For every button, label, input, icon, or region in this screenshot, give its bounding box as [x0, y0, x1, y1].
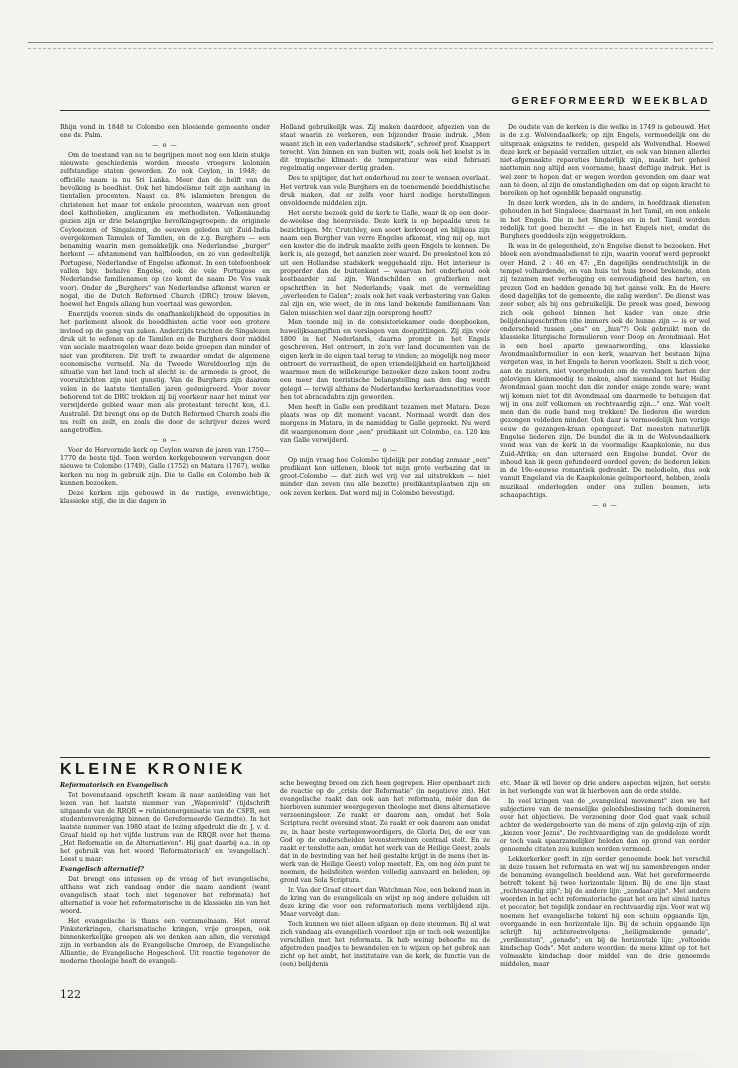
- kroniek-title: KLEINE KRONIEK: [60, 761, 246, 778]
- paragraph: Lekkerkerker geeft in zijn eerder genoemde boek het verschil in deze tussen het reformata en wat wij nu samenbrengen onder de benaming evangelisch beeldend aan. Wat het gereformeerde betreft tekent hij twee horizontale lijnen. Bij de ene lijn staat „rechtvaardig zijn"; bij de andere lijn: „zondaar-zijn". Met andere woorden in het echt reformatorische gaat het om het simul iustus et peccator, het tegelijk zondaar en rechtvaardig zijn. Voor wat wij noemen het evangelische tekent hij een schuin opgaande lijn, overgaande in een horizontale lijn. Bij de schuin opgaande lijn schrijft hij achtereenvolgens: „heiligmakende genade", „verdiensten", „genade"; en bij de horizontale lijn: „voltooide kindschap Gods". Met andere woorden: de mens klimt op tot het volmaakte kindschap door middel van de drie genoemde middelen, maar: [500, 855, 710, 969]
- column-1: [60, 124, 270, 754]
- paragraph: Ik was in de gelegenheid, zo'n Engelse dienst te bezoeken. Het bleek een avondmaalsdienst te zijn, waarin vooraf werd gepreekt over Hand. 2 : 46 en 47: „En dagelijks eendrachtelijk in de tempel volhardende, en van huis tot huis brood brekende, aten zij tezamen met verheuging en eenvoudigheid des harten, en prezen God en hadden genade bij het ganse volk. En de Heere deed dagelijks tot de gemeente, die zalig werden". De dienst was zeer sober, als bij ons gebruikelijk. De preek was goed, bewoog zich ook geheel binnen het kader van onze drie belijdenisgeschriften (die immers ook de hunne zijn — is er wel onderscheid tussen „ons" en „hun"?) Ook gebruikt men de klassieke liturgische formulieren voor Doop en Avondmaal. Het is een heel aparte gewaarwording, ons klassieke Avondmaalsformulier in een kerk, waarvan het bestaan bijna vergeten was, in het Engels te horen voorlezen. Stelt u zich voor, aan de zusters, niet voorgehouden om de verslagen harten der gelovigen kleinmoedig te maken, alsof niemand tot het Heilig Avondmaal gaan mocht dan die zonder enige zonde ware; want wij komen niet tot dit Avondmaal om daarmede te betuigen dat wij in ons zelf volkomen en rechtvaardig zijn..." enz. Wat voelt men dan de oude band nog trekken! De liederen die werden gezongen voldeden minder. Ook daar is vermoedelijk hun vorige eeuw de gezangen-kraan opengezet. Dat moesten natuurlijk Engelse liederen zijn. De bundel die ik in de Wolvendaalkerk vond was van de kerk in de voormalige Kaapkolonie, nu dus Zuid-Afrika; en dan uiteraard een Engelse bundel. Over de inhoud kan ik geen gefundeerd oordeel geven; de liederen leken in de 19e-eeuwse romantiek gedrenkt. De melodieën, dus ook vanuit Engeland via de Kaapkolonie geïmporteerd, hebben, zoals muzikaal onderlegden onder ons zullen beamen, iets schaapachtigs.: [500, 243, 710, 500]
- paragraph: In veel kringen van de „evangelical movement" zien we het subjectieve van de menselijke geloofsbeslissing toch domineren over het objectieve. De verzoening door God gaat vaak schuil achter de wedergeboorte van de mens of zijn gelovig-zijn of zijn „kiezen voor Jezus". De rechtvaardiging van de goddeloze wordt er toch vaak spaarzamelijker beleden dan op grond van eerder genoemde citaten zou kunnen worden vermoed.: [500, 797, 710, 854]
- scan-shadow: [0, 1050, 738, 1068]
- paragraph: Ir. Van der Graaf citeert dan Watchman Nee, een bekend man in de kring van de evangelicals en wijst op nog andere geluiden uit deze kring die voor een reformatorisch mens verblijdend zijn. Maar vervolgt dan:: [280, 886, 490, 918]
- section-separator: — o —: [152, 436, 178, 444]
- paragraph: Op mijn vraag hoe Colombo tijdelijk per zondag zomaar „een" predikant kon uitlenen, bleek tot mijn grote verbazing dat in groot-Colombo — dat zich wel vrij ver zal uitstrekken — niet minder dan zeven (nu alle bezette) predikantsplaatsen zijn en ook zeven kerken. Dat werd mij in Colombo bevestigd.: [280, 456, 490, 497]
- paragraph: Rhijn vond in 1848 te Colombo een bloeiende gemeente onder ene ds. Palm.: [60, 124, 270, 140]
- column-2: [280, 124, 490, 754]
- paragraph: Men toonde mij in de consistoriekamer oude doopboeken, huwelijksaangiften en verslagen van doopzittingen. Zij zijn vóór 1800 in het Nederlands, daarna prompt in het Engels geschreven. Het ontroert, in zo'n ver land documenten van de eigen kerk in de eigen taal terug te vinden; zo mogelijk nog meer ontroert de verrastheid, de open vriendelijkheid en hartelijkheid waarmee men de willekeurige bezoeker deze zaken toont zodra een meer dan toeristische belangstelling aan den dag wordt gelegd — terwijl althans de Nederlandse kerkeraadsnotities voor hen tot abracadabra zijn geworden.: [280, 319, 490, 401]
- kroniek-column-3: [500, 780, 710, 988]
- paragraph: Voor de Hervormde kerk op Ceylon waren de jaren van 1750—1770 de beste tijd. Toen werden kerkgebouwen vervangen door nieuwe te Colombo (1749), Galle (1752) en Matara (1767), welke kerken nu nog in gebruik zijn. Die te Galle en Colombo heb ik kunnen bezoeken.: [60, 446, 270, 487]
- paragraph: Toch kunnen we niet alleen afgaan op deze stemmen. Bij al wat zich vandaag als evangelisch voordoet zijn er toch ook wezenlijke verschillen met het reformata. Ik heb weinig behoefte nu de afgetreden paadjes te bewandelen en te wijzen op het gebrek aan zicht op het ambt, het institutaire van de kerk, de functie van de (een) belijdenis: [280, 920, 490, 969]
- section-separator: — o —: [372, 446, 398, 454]
- page-number: 122: [60, 988, 81, 1001]
- scan-edge-line: [28, 42, 713, 43]
- kroniek-column-1: [60, 780, 270, 988]
- subheading: Evangelisch alternatief?: [60, 866, 145, 874]
- paragraph: etc. Maar ik wil liever op drie andere aspecten wijzen, het eerste in het verlengde van wat ik hierboven aan de orde stelde.: [500, 780, 710, 796]
- publication-title: GEREFORMEERD WEEKBLAD: [511, 96, 710, 107]
- paragraph: De oudste van de kerken is die welke in 1749 is gebouwd. Het is de z.g. Wolvendaalkerk; op zijn Engels, vermoedelijk om de uitspraak enigszins te redden, gespeld als Wolvendhal. Hoewel deze kerk er bepaald verzallen uitziet, en ook van binnen allerlei niet-afgemaakte reparaties hinderlijk zijn, maakt het geheel niettemin nog altijd een voorname, haast deftige indruk. Het is wel zeer te hopen dat er wegen worden gevonden om daar wat aan te doen, al zijn de omstandigheden om dat op eigen kracht te bereiken op het ogenblik bepaald ongunstig.: [500, 124, 710, 198]
- section-separator: — o —: [152, 142, 178, 150]
- paragraph: Het eerste bezoek gold de kerk te Galle, waar ik op een door-de-weekse dag heenreisde. Deze kerk is op bepaalde uren te bezichtigen. Mr. Crutchley, een soort kerkvoogd en blijkens zijn naam een Burgher van verre Engelse afkomst, ving mij op, met een koster die de indruk maakte zelfs geen Engels te kennen. De kerk is, als gezegd, het aanzien zeer waard. De preekstoel kon zó uit een Hollandse stadskerk weggehaald zijn. Het interieur is properder dan de buitenkant — waarvan het onderhoud ook kostbaarder zal zijn. Wandschilden en grafzerken met opschriften in het Nederlands; vaak met de vermelding „overleeden te Galen"; zoals ook het vaak verbastering van Galen zal zijn en, wie weet, de in ons land bekende familienaam Van Galen misschien wel daar zijn oorsprong heeft?: [280, 209, 490, 317]
- kroniek-body: [60, 780, 710, 988]
- kroniek-rule: [60, 757, 710, 758]
- paragraph: Om de toestand van nu te begrijpen moet nog een klein stukje nieuwste geschiedenis worden meeste vroegere kolonién zelfstandige staten geworden. Zo ook Ceylon, in 1948; de officiële naam is nu Sri Lanka. Meer dan de helft van de bevolking is boedhist. Ook het hindoeïsme telt zijn aanhang in tientallen procenten. Naast ca. 8% islamieten brengen de christenen het maar tot enkele procenten, waarvan een groot deel katholieken, anglicanen en methodisten. Volkenkundig gezien zijn er drie belangrijke bevolkingsgroepen: de originele Ceylonezen of Singalezen, de eeuwen geleden uit Zuid-India overgekomen Tamulen of Tamilen, en de z.g. Burghers — een benaming waarin men gemakkelijk ons Nederlandse „burger" herkent — afstammend van halfbloeden, en zo van gedeeltelijk Portugese, Nederlandse of Engelse afkomst. In een telefoonboek vallen bijv. behalve Engelse, ook de vele Portugese en Nederlandse familienamen op (zo komt de naam De Vos vaak voor). Onder de „Burghers" van Nederlandse afkomst waren er nogal, die de Dutch Reformed Church (DRC) trouw bleven, hoewel het Engels allang hun voertaal was geworden.: [60, 151, 270, 309]
- paragraph: In deze kerk worden, als in de andere, in hoofdzaak diensten gehouden in het Singalees; daarnaast in het Tamil, en een enkele in het Engels. Die in het Singalees en in het Tamil worden redelijk tot goed bezocht — die in het Engels niet, omdat de Burghers goeddeels zijn weggetrokken.: [500, 200, 710, 241]
- paragraph: Het evangelische is thans een verzamelnaam. Het omvat Pinksterkringen, charismatische kringen, vrije groepen, ook binnenkerkelijke groepen als we denken aan allen, die verenigd zijn in verbanden als de Evangelische Omroep, de Evangelische Alliantie, de Evangelische Hogeschool. Uit reactie tegenover de moderne theologie heeft de evangeli-: [60, 918, 270, 966]
- scan-edge-dash: [28, 48, 713, 49]
- subheading: Reformatorisch en Evangelisch: [60, 782, 169, 789]
- paragraph: sche beweging breed om zich heen gegrepen. Hier openbaart zich de reactie op de „crisis der Reformatie" (in negatieve zin). Het evangelische raakt dan ook aan het reformata, méér dan de hierboven summier weergegeven theologie met diens alternatieve verzeeningsleer. Ze raakt er daarom aan, omdat het Sola Scriptura recht overeind staat. Ze raakt er ook daarom aan omdat ze, in haar beste vertegenwoordigers, de Gloria Dei, de eer van God op de onderscheiden levensterreinen centraal stelt. En ze raakt er tenslotte aan, omdat het werk van de Heilige Geest, zoals dat in de bevinding van het heil gestalte krijgt in de mens (het in-werk van de Heilige Geest) volop meetelt. En, om nog één punt te noemen, de heilsfeiten worden volledig aanvaard en beleden, op grond van Sola Scriptura.: [280, 780, 490, 885]
- masthead: [60, 96, 710, 111]
- article-body: [60, 124, 710, 754]
- paragraph: Des te spijtiger, dat het onderhoud nu zeer te wensen overlaat. Het vertrek van vele Burghers en de toenemende boeddhistische druk maken, dat er zelfs voor hard nodige herstellingen onvoldoende middelen zijn.: [280, 175, 490, 208]
- section-separator: — o —: [592, 501, 618, 509]
- kroniek-column-2: [280, 780, 490, 988]
- paragraph: Dat brengt ons intussen op de vraag of het evangelische, althans wat zich vandaag onder die naam aandient (want evangelisch staat toch niet tegenover het reformata) het alternatief is voor het reformatorische in de klassieke zin van het woord.: [60, 876, 270, 916]
- paragraph: Holland gebruikelijk was. Zij maken daardoor, afgezien van de staat waarin ze verkeren, een bijzonder fraaie indruk. „Men waant zich in een vaderlandse stadskerk", schreef prof. Knappert terecht. Van binnen en van buiten wit, zoals ook het koelst is in dit tropische klimaat: de temperatuur was eind februari regelmatig ongeveer dertig graden.: [280, 124, 490, 173]
- paragraph: Enerzijds voeren sinds de onafhankelijkheid de opposities in het parlement alsook de boeddhisten actie voor een grotere invloed op de gang van zaken. Anderzijds trachten de Singalezen druk uit te oefenen op de Tamilen en de Burghers door middel van sociale maatregelen waar deze beide groepen dan minder of niet van profiteren. Dit treft te zwaarder omdat de algemene economische vermeld. Na de Tweede Wereldoorlog zijn de situatie van het land toch al slecht is: de armoede is groot, de vooruitzichten zijn niet gunstig. Van de Burghers zijn daarom velen in de laatste tientallen jaren geëmigreerd. Voor zover behorend tot de DRC trokken zij bij voorkeur naar het minst ver verwijderde gebied waar men als protestant terecht kon, d.i. Australië. Dit brengt ons op de Dutch Reformed Church zoals die nu reilt en zeilt, en zoals die door de schrijver dezes werd aangetroffen.: [60, 311, 270, 435]
- paragraph: Men heeft in Galle een predikant tezamen met Matara. Deze plaats was op dit moment vacant. Normaal wordt dan des morgens in Matara, in de namiddag te Galle gepreekt. Nu werd dit waargenomen door „een" predikant uit Colombo, ca. 120 km van Galle verwijderd.: [280, 403, 490, 444]
- column-3: [500, 124, 710, 754]
- paragraph: Deze kerken zijn gebouwd in de rustige, evenwichtige, klassieke stijl, die in die dagen in: [60, 489, 270, 506]
- paragraph: Tot bovenstaand opschrift kwam ik naar aanleiding van het lezen van het laatste nummer van „Wapenveld" (tijdschrift uitgaande van de RRQR = reünistenorganisatie van de CSFR, een studentenvereniging binnen de Gereformeerde Gezindte). In het laatste nummer van 1980 staat de lezing afgedrukt die dr. J. v. d. Graaf hield op het vijfde lustrum van de RRQR over het thema „Het Reformatie en de Alternatieven". Hij gaat daarbij o.a. in op het gebruik van het woord 'Reformatorisch' en 'evangelisch'. Leest u maar:: [60, 791, 270, 864]
